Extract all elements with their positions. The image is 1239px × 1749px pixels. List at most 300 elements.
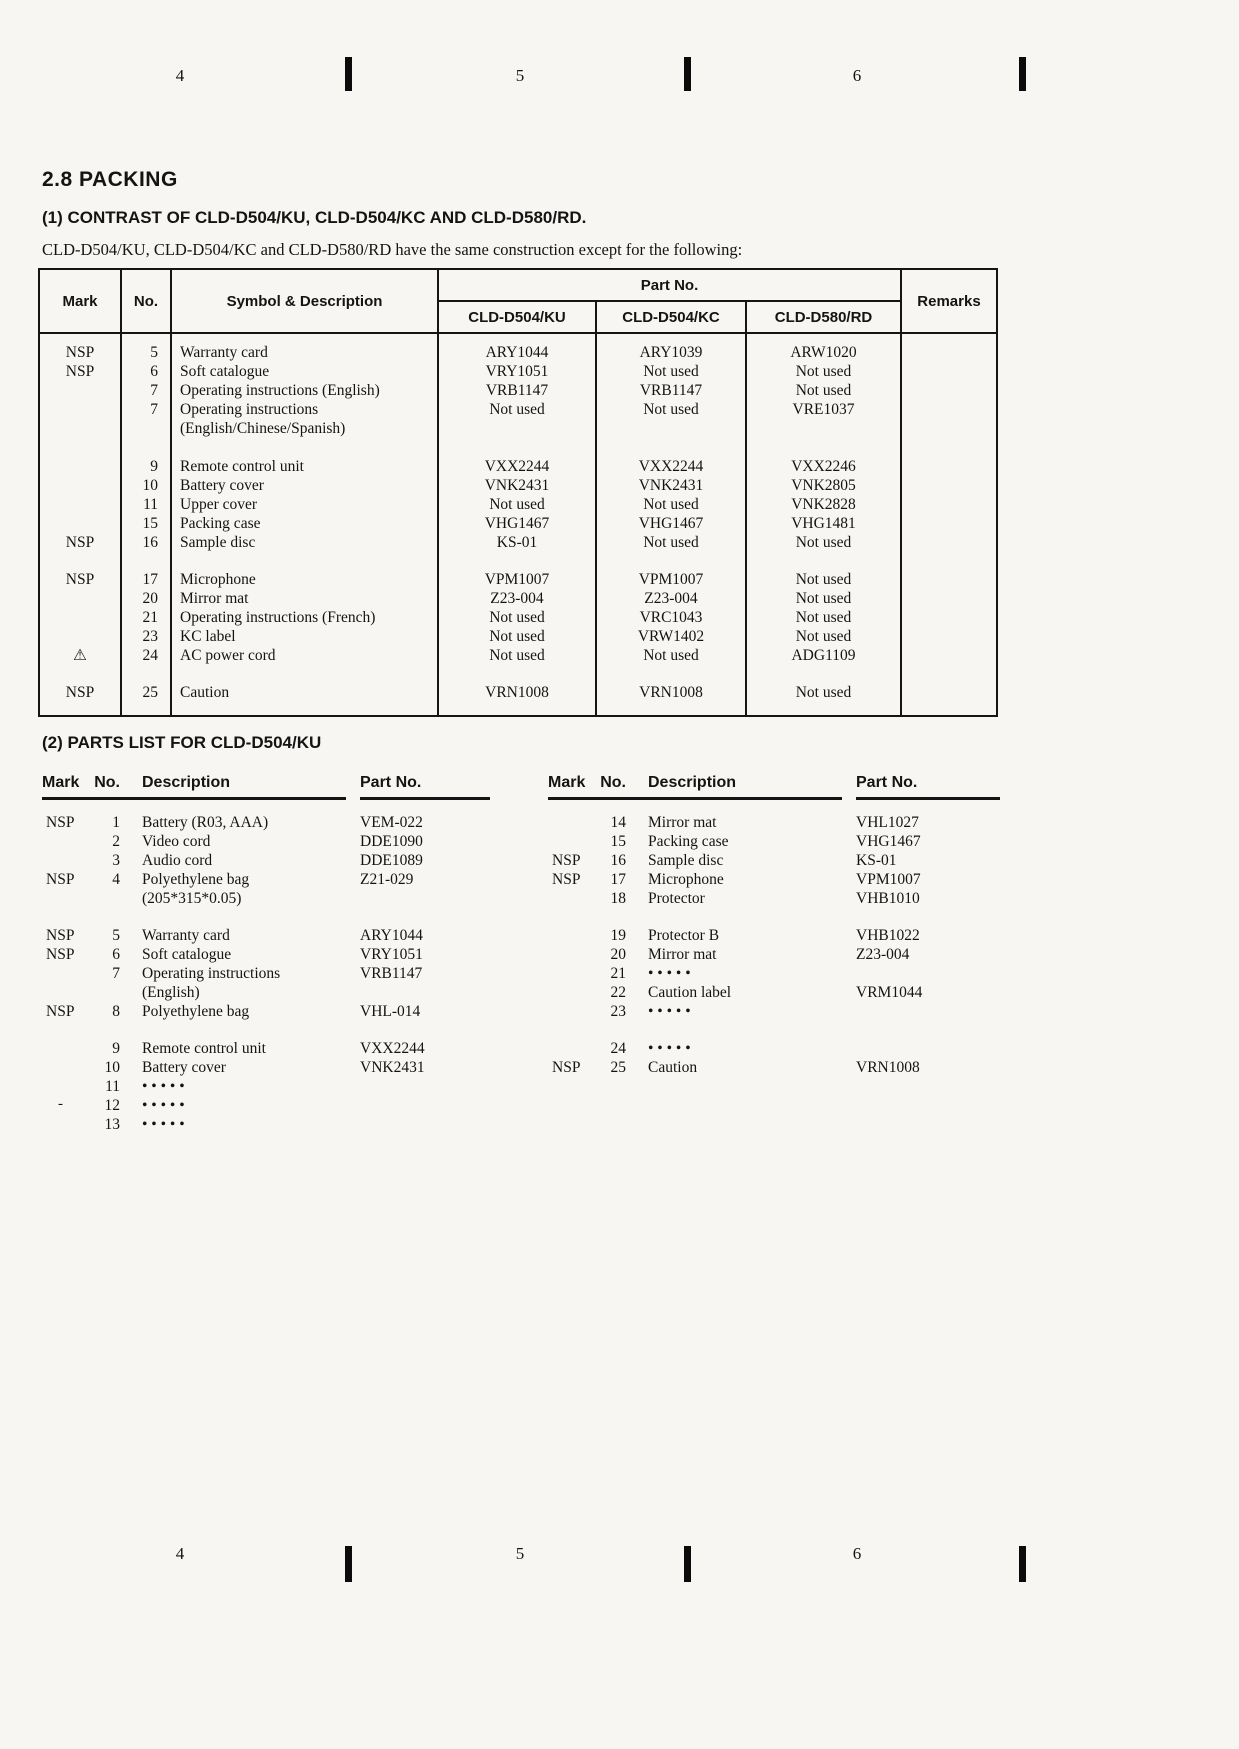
part-number: VNK2805 xyxy=(746,476,901,495)
col-header-description: Description xyxy=(134,768,346,799)
parts-row xyxy=(548,889,1000,908)
spacer-cell xyxy=(94,799,134,813)
row-number: 21 xyxy=(121,608,171,627)
description-cell xyxy=(640,945,842,964)
top-page-number-5: 5 xyxy=(515,66,525,85)
parts-row xyxy=(42,945,490,964)
spacer-cell xyxy=(640,908,842,926)
col-header-model-ku: CLD-D504/KU xyxy=(438,301,596,333)
parts-row xyxy=(42,1039,490,1058)
gap-cell xyxy=(346,870,360,908)
part-number xyxy=(360,1077,490,1096)
spacer-cell xyxy=(596,552,746,570)
spacer-row xyxy=(39,552,997,570)
col-header-description: Description xyxy=(640,768,842,799)
parts-list-left xyxy=(42,768,490,1134)
mark-label xyxy=(39,457,121,476)
registration-mark xyxy=(684,57,691,91)
row-number: 3 xyxy=(112,851,120,869)
mark-label xyxy=(548,832,600,851)
spacer-cell xyxy=(438,702,596,716)
part-number: Not used xyxy=(438,495,596,514)
row-number: 15 xyxy=(610,832,626,850)
gap-cell xyxy=(842,926,856,945)
part-number: VNK2431 xyxy=(438,476,596,495)
part-number: Z23-004 xyxy=(856,945,910,963)
description-cell xyxy=(171,362,438,381)
gap-cell xyxy=(842,870,856,889)
description-cell xyxy=(640,1002,842,1021)
part-number: ADG1109 xyxy=(746,646,901,665)
spacer-row xyxy=(548,799,1000,813)
bottom-page-number-5: 5 xyxy=(515,1544,525,1563)
gap-cell xyxy=(842,851,856,870)
description-text: • • • • • xyxy=(648,964,691,982)
contrast-row xyxy=(39,589,997,608)
spacer-row xyxy=(548,908,1000,926)
mark-label xyxy=(42,1077,94,1096)
description-cell xyxy=(171,381,438,400)
spacer-cell xyxy=(600,1021,640,1039)
description-text: Video cord xyxy=(142,832,211,850)
remarks-cell xyxy=(901,533,997,552)
part-number: ARY1044 xyxy=(438,343,596,362)
parts-row xyxy=(548,926,1000,945)
spacer-cell xyxy=(121,438,171,457)
contrast-row xyxy=(39,495,997,514)
spacer-cell xyxy=(134,799,346,813)
parts-row xyxy=(548,832,1000,851)
description-text: Battery cover xyxy=(180,477,264,494)
mark-label xyxy=(39,400,121,438)
row-number: 7 xyxy=(112,964,120,982)
mark-label: NSP xyxy=(39,533,121,552)
part-number: Not used xyxy=(596,495,746,514)
spacer-cell xyxy=(360,1021,490,1039)
part-number: Not used xyxy=(438,400,596,438)
description-text: Audio cord xyxy=(142,851,213,869)
remarks-cell xyxy=(901,400,997,438)
description-cell xyxy=(134,851,346,870)
col-header-model-rd: CLD-D580/RD xyxy=(746,301,901,333)
part-number: VHB1022 xyxy=(856,926,920,944)
description-cell xyxy=(134,1115,346,1134)
part-number xyxy=(856,964,1000,983)
mark-label: NSP xyxy=(552,1058,581,1076)
description-text: Sample disc xyxy=(648,851,724,869)
spacer-row xyxy=(39,333,997,343)
row-number: 25 xyxy=(610,1058,626,1076)
part-number: Not used xyxy=(596,533,746,552)
part-number: ARW1020 xyxy=(746,343,901,362)
header-gap xyxy=(346,768,360,799)
description-text: Mirror mat xyxy=(180,590,249,607)
parts-row xyxy=(42,870,490,908)
col-header-part-no-group: Part No. xyxy=(438,269,901,301)
remarks-cell xyxy=(901,476,997,495)
description-cell xyxy=(171,683,438,702)
part-number: Not used xyxy=(746,683,901,702)
registration-mark xyxy=(345,57,352,91)
mark-label xyxy=(548,945,600,964)
col-header-no: No. xyxy=(121,269,171,333)
contrast-header-row-1 xyxy=(39,269,997,301)
remarks-cell xyxy=(901,362,997,381)
col-header-remarks: Remarks xyxy=(901,269,997,333)
spacer-cell xyxy=(42,908,94,926)
part-number: VRN1008 xyxy=(596,683,746,702)
description-cell xyxy=(640,926,842,945)
spacer-cell xyxy=(856,1021,1000,1039)
spacer-cell xyxy=(39,552,121,570)
spacer-cell xyxy=(640,799,842,813)
remarks-cell xyxy=(901,381,997,400)
part-number: VPM1007 xyxy=(438,570,596,589)
description-cell xyxy=(640,1039,842,1058)
part-number: Not used xyxy=(746,362,901,381)
mark-label xyxy=(548,813,600,832)
part-number: KS-01 xyxy=(856,851,897,869)
spacer-cell xyxy=(596,702,746,716)
description-text: Operating instructions xyxy=(180,401,319,418)
bottom-page-number-4: 4 xyxy=(175,1544,185,1563)
remarks-cell xyxy=(901,343,997,362)
description-cell xyxy=(171,570,438,589)
registration-mark xyxy=(684,1546,691,1582)
part-number: VPM1007 xyxy=(856,870,921,888)
description-cell xyxy=(171,457,438,476)
spacer-cell xyxy=(548,799,600,813)
row-number: 6 xyxy=(112,945,120,963)
part-number: VXX2244 xyxy=(360,1039,425,1057)
parts-left-body xyxy=(42,799,490,1134)
mark-label: NSP xyxy=(552,870,581,888)
parts-row xyxy=(42,964,490,1002)
mark-label xyxy=(548,983,600,1002)
description-text: Microphone xyxy=(648,870,724,888)
part-number: Z23-004 xyxy=(596,589,746,608)
description-text: Battery cover xyxy=(142,1058,226,1076)
part-number: VPM1007 xyxy=(596,570,746,589)
part-number: VHL1027 xyxy=(856,813,919,831)
contrast-row xyxy=(39,514,997,533)
description-cell xyxy=(171,646,438,665)
description-cell xyxy=(134,926,346,945)
part-number: Not used xyxy=(746,627,901,646)
spacer-cell xyxy=(42,1021,94,1039)
row-number: 4 xyxy=(112,870,120,888)
gap-cell xyxy=(346,1077,360,1096)
row-number: 13 xyxy=(104,1115,120,1133)
parts-row xyxy=(548,870,1000,889)
mark-label xyxy=(42,1115,94,1134)
spacer-row xyxy=(39,665,997,683)
spacer-cell xyxy=(856,908,1000,926)
row-number: 16 xyxy=(121,533,171,552)
description-cell xyxy=(640,832,842,851)
col-header-symbol-description: Symbol & Description xyxy=(171,269,438,333)
part-number: ARY1044 xyxy=(360,926,423,944)
mark-label xyxy=(39,476,121,495)
part-number: VNK2431 xyxy=(596,476,746,495)
mark-label: NSP xyxy=(46,926,75,944)
mark-label xyxy=(548,1039,600,1058)
description-cell xyxy=(171,589,438,608)
part-number: VHL-014 xyxy=(360,1002,421,1020)
contrast-row xyxy=(39,457,997,476)
part-number: VRE1037 xyxy=(746,400,901,438)
parts-row xyxy=(548,945,1000,964)
mark-label: NSP xyxy=(39,570,121,589)
description-text: Remote control unit xyxy=(180,458,304,475)
registration-mark xyxy=(1019,1546,1026,1582)
parts-right-body xyxy=(548,799,1000,1077)
part-number: VRY1051 xyxy=(360,945,423,963)
spacer-row xyxy=(39,702,997,716)
description-cell xyxy=(134,1002,346,1021)
spacer-cell xyxy=(346,799,360,813)
spacer-cell xyxy=(121,665,171,683)
description-text: AC power cord xyxy=(180,647,276,664)
part-number: DDE1090 xyxy=(360,832,423,850)
gap-cell xyxy=(842,1039,856,1058)
part-number xyxy=(360,1115,490,1134)
contrast-row xyxy=(39,683,997,702)
spacer-cell xyxy=(171,552,438,570)
spacer-cell xyxy=(746,665,901,683)
row-number: 8 xyxy=(112,1002,120,1020)
part-number: VNK2828 xyxy=(746,495,901,514)
remarks-cell xyxy=(901,457,997,476)
description-text: Operating instructions xyxy=(142,964,281,982)
margin-dash-mark: - xyxy=(58,1096,63,1112)
row-number: 23 xyxy=(121,627,171,646)
contrast-row xyxy=(39,570,997,589)
row-number: 18 xyxy=(610,889,626,907)
part-number: Not used xyxy=(746,589,901,608)
spacer-cell xyxy=(346,908,360,926)
remarks-cell xyxy=(901,570,997,589)
spacer-cell xyxy=(94,1021,134,1039)
contrast-row xyxy=(39,627,997,646)
description-text: Warranty card xyxy=(180,344,268,361)
gap-cell xyxy=(346,1058,360,1077)
part-number: VRW1402 xyxy=(596,627,746,646)
gap-cell xyxy=(842,813,856,832)
contrast-row xyxy=(39,646,997,665)
description-text: • • • • • xyxy=(142,1077,185,1095)
mark-label xyxy=(42,1096,94,1115)
description-cell xyxy=(171,514,438,533)
description-cell xyxy=(134,1039,346,1058)
row-number: 7 xyxy=(121,381,171,400)
spacer-cell xyxy=(596,665,746,683)
description-text: Warranty card xyxy=(142,926,230,944)
parts-row xyxy=(42,1058,490,1077)
part-number: VXX2244 xyxy=(438,457,596,476)
spacer-cell xyxy=(171,438,438,457)
description-cell xyxy=(134,832,346,851)
part-number: VRC1043 xyxy=(596,608,746,627)
gap-cell xyxy=(842,1002,856,1021)
gap-cell xyxy=(346,813,360,832)
spacer-cell xyxy=(39,333,121,343)
row-number: 5 xyxy=(121,343,171,362)
spacer-cell xyxy=(438,552,596,570)
description-text: • • • • • xyxy=(648,1002,691,1020)
parts-row xyxy=(42,926,490,945)
col-header-part-no: Part No. xyxy=(360,768,490,799)
parts-row xyxy=(548,983,1000,1002)
description-text: Protector B xyxy=(648,926,720,944)
part-number: Not used xyxy=(596,362,746,381)
parts-row xyxy=(42,1115,490,1134)
mark-label: NSP xyxy=(46,1002,75,1020)
spacer-cell xyxy=(746,552,901,570)
part-number xyxy=(856,1039,1000,1058)
remarks-cell xyxy=(901,495,997,514)
spacer-cell xyxy=(171,702,438,716)
description-cell xyxy=(640,851,842,870)
part-number: VEM-022 xyxy=(360,813,423,831)
parts-row xyxy=(42,1096,490,1115)
contrast-row xyxy=(39,343,997,362)
remarks-cell xyxy=(901,627,997,646)
part-number: KS-01 xyxy=(438,533,596,552)
spacer-cell xyxy=(346,1021,360,1039)
spacer-cell xyxy=(548,908,600,926)
mark-label: NSP xyxy=(39,683,121,702)
row-number: 2 xyxy=(112,832,120,850)
spacer-cell xyxy=(596,333,746,343)
spacer-cell xyxy=(438,333,596,343)
part-number: Not used xyxy=(438,608,596,627)
part-number: VRN1008 xyxy=(438,683,596,702)
spacer-cell xyxy=(548,1021,600,1039)
contrast-row xyxy=(39,362,997,381)
spacer-cell xyxy=(901,333,997,343)
part-number: Not used xyxy=(596,646,746,665)
description-text-2: (English/Chinese/Spanish) xyxy=(180,420,346,437)
gap-cell xyxy=(346,945,360,964)
part-number: VXX2246 xyxy=(746,457,901,476)
description-text: Sample disc xyxy=(180,534,256,551)
spacer-cell xyxy=(746,702,901,716)
gap-cell xyxy=(842,983,856,1002)
mark-label xyxy=(42,1058,94,1077)
description-text: Upper cover xyxy=(180,496,258,513)
mark-label xyxy=(39,381,121,400)
col-header-mark: Mark xyxy=(42,768,94,799)
description-cell xyxy=(640,964,842,983)
description-cell xyxy=(640,813,842,832)
row-number: 9 xyxy=(121,457,171,476)
part-number: VXX2244 xyxy=(596,457,746,476)
parts-row xyxy=(42,1002,490,1021)
gap-cell xyxy=(842,1058,856,1077)
part-number: VHB1010 xyxy=(856,889,920,907)
spacer-cell xyxy=(746,438,901,457)
part-number: VRY1051 xyxy=(438,362,596,381)
contrast-row xyxy=(39,533,997,552)
contrast-row xyxy=(39,476,997,495)
spacer-cell xyxy=(640,1021,842,1039)
description-text: Battery (R03, AAA) xyxy=(142,813,269,831)
description-text: Operating instructions (French) xyxy=(180,609,376,626)
row-number: 20 xyxy=(610,945,626,963)
parts-row xyxy=(548,813,1000,832)
description-text: • • • • • xyxy=(142,1115,185,1133)
col-header-model-kc: CLD-D504/KC xyxy=(596,301,746,333)
top-page-number-4: 4 xyxy=(175,66,185,85)
description-text: Polyethylene bag xyxy=(142,870,250,888)
mark-label xyxy=(39,589,121,608)
spacer-cell xyxy=(842,1021,856,1039)
gap-cell xyxy=(346,832,360,851)
description-text: Caution xyxy=(180,684,230,701)
spacer-cell xyxy=(901,438,997,457)
gap-cell xyxy=(346,1096,360,1115)
parts-row xyxy=(548,964,1000,983)
row-number: 17 xyxy=(121,570,171,589)
mark-label: NSP xyxy=(46,813,75,831)
spacer-cell xyxy=(901,552,997,570)
mark-label: NSP xyxy=(39,362,121,381)
mark-label xyxy=(39,495,121,514)
part-number: Not used xyxy=(596,400,746,438)
row-number: 1 xyxy=(112,813,120,831)
gap-cell xyxy=(346,1002,360,1021)
part-number xyxy=(856,1002,1000,1021)
spacer-cell xyxy=(39,702,121,716)
description-cell xyxy=(640,889,842,908)
spacer-cell xyxy=(360,908,490,926)
spacer-cell xyxy=(901,702,997,716)
spacer-cell xyxy=(901,665,997,683)
mark-label: NSP xyxy=(552,851,581,869)
part-number: Not used xyxy=(746,608,901,627)
contrast-intro-text: CLD-D504/KU, CLD-D504/KC and CLD-D580/RD have the same construction except for the following: xyxy=(42,240,743,259)
description-text: KC label xyxy=(180,628,236,645)
mark-label: NSP xyxy=(46,870,75,888)
col-header-no: No. xyxy=(600,768,640,799)
part-number: VRB1147 xyxy=(596,381,746,400)
spacer-row xyxy=(42,1021,490,1039)
row-number: 15 xyxy=(121,514,171,533)
description-text: • • • • • xyxy=(142,1096,185,1114)
mark-label xyxy=(42,964,94,1002)
part-number: Not used xyxy=(438,627,596,646)
description-cell xyxy=(171,343,438,362)
spacer-cell xyxy=(121,333,171,343)
spacer-row xyxy=(39,438,997,457)
parts-row xyxy=(548,1039,1000,1058)
row-number: 11 xyxy=(105,1077,120,1095)
row-number: 25 xyxy=(121,683,171,702)
row-number: 21 xyxy=(610,964,626,982)
mark-label xyxy=(39,627,121,646)
parts-row xyxy=(548,851,1000,870)
description-cell xyxy=(640,870,842,889)
spacer-cell xyxy=(39,438,121,457)
contrast-row xyxy=(39,608,997,627)
description-cell xyxy=(171,533,438,552)
row-number: 9 xyxy=(112,1039,120,1057)
description-text: Polyethylene bag xyxy=(142,1002,250,1020)
mark-label: NSP xyxy=(46,945,75,963)
col-header-part-no: Part No. xyxy=(856,768,1000,799)
mark-label xyxy=(548,964,600,983)
